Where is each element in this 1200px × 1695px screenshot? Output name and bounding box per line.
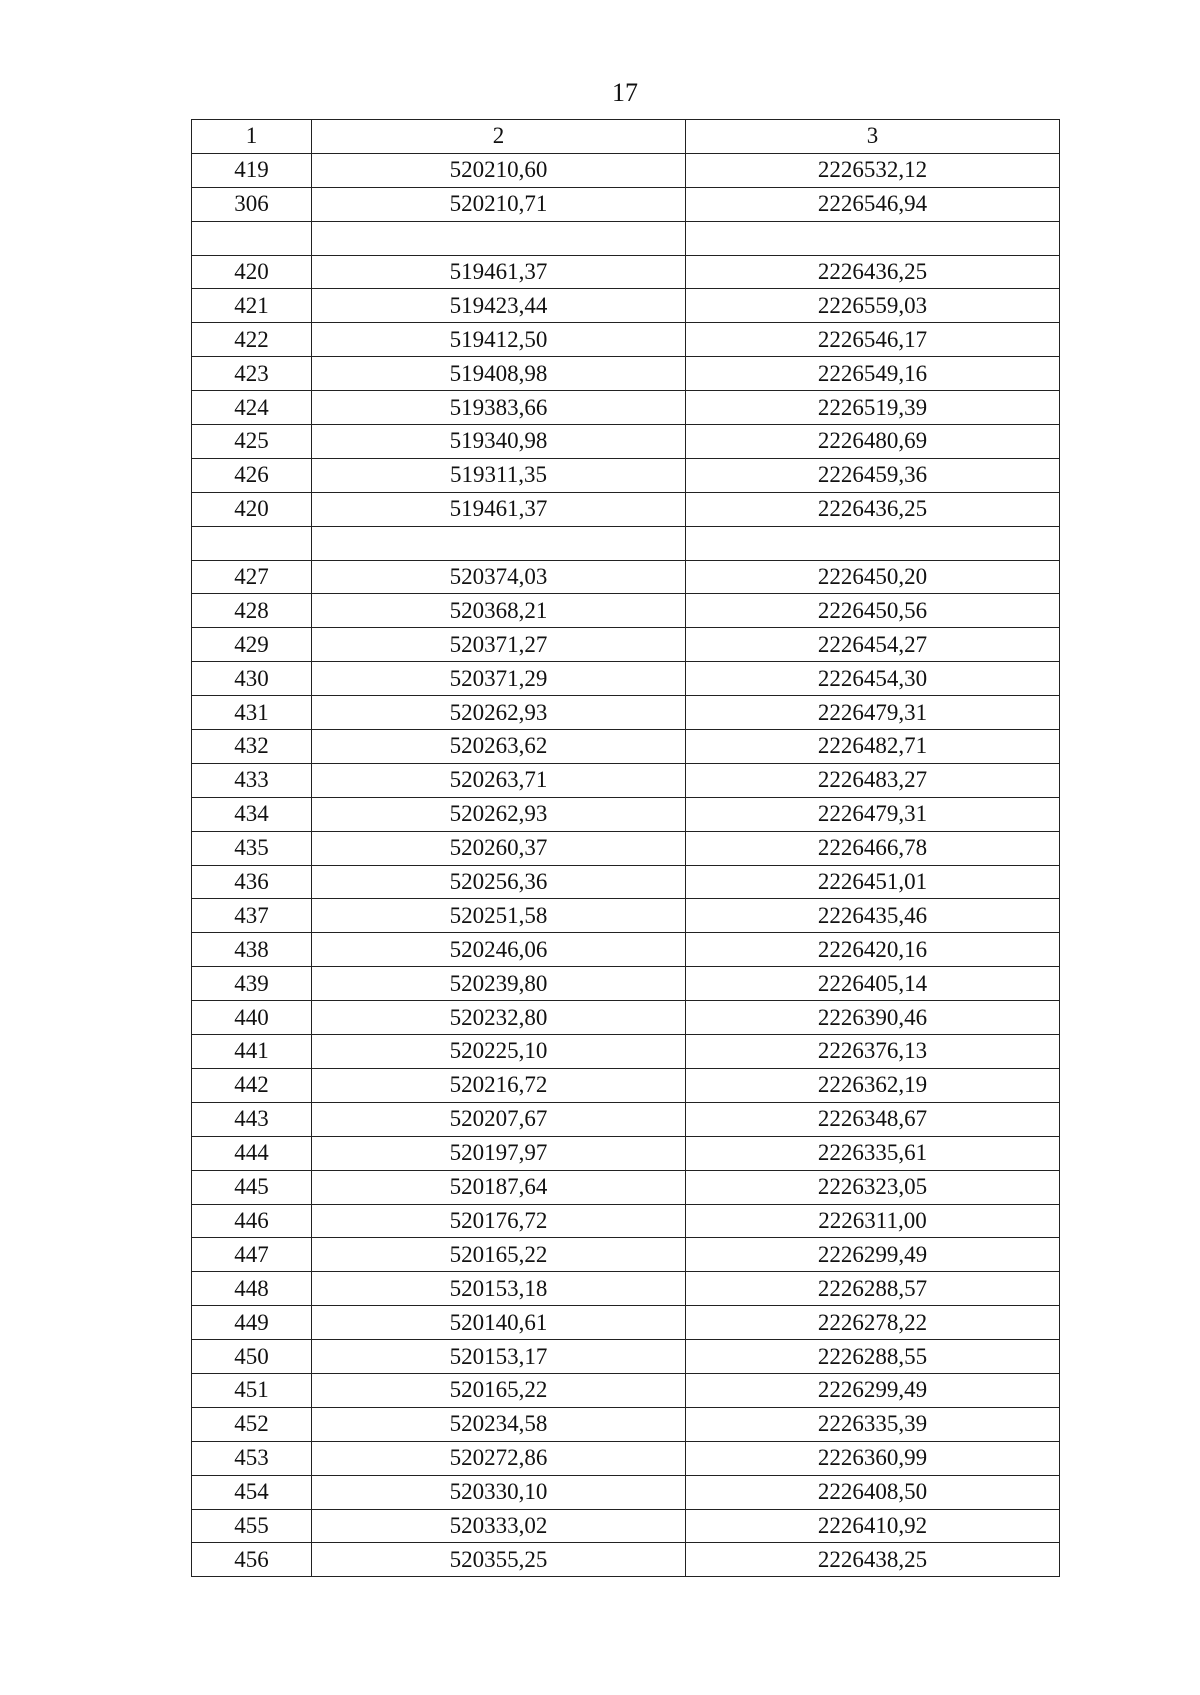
point-number-cell: 456 xyxy=(192,1543,312,1577)
coordinate-x-cell: 520262,93 xyxy=(312,797,686,831)
point-number-cell: 423 xyxy=(192,357,312,391)
coordinate-y-cell: 2226288,55 xyxy=(686,1340,1060,1374)
coordinate-x-cell: 520251,58 xyxy=(312,899,686,933)
table-row xyxy=(192,662,1060,696)
coordinate-x-cell: 520263,71 xyxy=(312,763,686,797)
point-number-cell: 442 xyxy=(192,1068,312,1102)
coordinate-x-cell xyxy=(312,221,686,255)
point-number-cell: 436 xyxy=(192,865,312,899)
page-number: 17 xyxy=(612,78,638,107)
point-number-cell: 455 xyxy=(192,1509,312,1543)
table-row xyxy=(192,289,1060,323)
point-number-cell: 431 xyxy=(192,696,312,730)
coordinate-y-cell: 2226348,67 xyxy=(686,1102,1060,1136)
coordinate-y-cell: 2226479,31 xyxy=(686,797,1060,831)
table-row xyxy=(192,1272,1060,1306)
table-header-row xyxy=(192,120,1060,154)
coordinate-x-cell: 520371,29 xyxy=(312,662,686,696)
table-row xyxy=(192,153,1060,187)
coordinate-x-cell: 520239,80 xyxy=(312,967,686,1001)
point-number-cell: 445 xyxy=(192,1170,312,1204)
table-row xyxy=(192,831,1060,865)
table-row xyxy=(192,1441,1060,1475)
table-row xyxy=(192,1238,1060,1272)
coordinate-y-cell: 2226546,94 xyxy=(686,187,1060,221)
coordinate-x-cell: 520355,25 xyxy=(312,1543,686,1577)
table-row xyxy=(192,797,1060,831)
point-number-cell: 452 xyxy=(192,1407,312,1441)
coordinate-y-cell: 2226559,03 xyxy=(686,289,1060,323)
coordinate-x-cell: 520374,03 xyxy=(312,560,686,594)
table-row xyxy=(192,967,1060,1001)
coordinate-x-cell: 519461,37 xyxy=(312,255,686,289)
coordinate-y-cell: 2226323,05 xyxy=(686,1170,1060,1204)
coordinates-table xyxy=(191,119,1060,1577)
coordinate-x-cell: 520153,17 xyxy=(312,1340,686,1374)
coordinate-x-cell: 519408,98 xyxy=(312,357,686,391)
table-row xyxy=(192,933,1060,967)
point-number-cell: 427 xyxy=(192,560,312,594)
coordinate-x-cell: 520272,86 xyxy=(312,1441,686,1475)
coordinate-x-cell: 520153,18 xyxy=(312,1272,686,1306)
point-number-cell: 421 xyxy=(192,289,312,323)
table-row xyxy=(192,187,1060,221)
coordinate-y-cell xyxy=(686,221,1060,255)
coordinate-x-cell: 520234,58 xyxy=(312,1407,686,1441)
table-row xyxy=(192,357,1060,391)
coordinate-x-cell: 520140,61 xyxy=(312,1306,686,1340)
table-row xyxy=(192,730,1060,764)
point-number-cell: 428 xyxy=(192,594,312,628)
point-number-cell: 438 xyxy=(192,933,312,967)
coordinate-y-cell: 2226519,39 xyxy=(686,391,1060,425)
table-row xyxy=(192,492,1060,526)
point-number-cell: 448 xyxy=(192,1272,312,1306)
coordinate-y-cell: 2226454,30 xyxy=(686,662,1060,696)
table-row xyxy=(192,1001,1060,1035)
table-row xyxy=(192,1543,1060,1577)
point-number-cell: 439 xyxy=(192,967,312,1001)
table-row xyxy=(192,1102,1060,1136)
coordinate-x-cell: 520176,72 xyxy=(312,1204,686,1238)
coordinate-x-cell: 520187,64 xyxy=(312,1170,686,1204)
coordinate-x-cell: 520371,27 xyxy=(312,628,686,662)
table-row xyxy=(192,1170,1060,1204)
coordinate-x-cell: 520165,22 xyxy=(312,1238,686,1272)
point-number-cell: 422 xyxy=(192,323,312,357)
point-number-cell: 433 xyxy=(192,763,312,797)
coordinate-x-cell: 519311,35 xyxy=(312,458,686,492)
table-row xyxy=(192,560,1060,594)
coordinate-y-cell: 2226376,13 xyxy=(686,1035,1060,1069)
coordinate-y-cell: 2226390,46 xyxy=(686,1001,1060,1035)
coordinate-x-cell: 519412,50 xyxy=(312,323,686,357)
table-row xyxy=(192,1340,1060,1374)
point-number-cell: 443 xyxy=(192,1102,312,1136)
coordinate-x-cell: 520210,60 xyxy=(312,153,686,187)
column-header-1: 1 xyxy=(192,120,312,154)
point-number-cell: 435 xyxy=(192,831,312,865)
coordinate-y-cell: 2226549,16 xyxy=(686,357,1060,391)
point-number-cell: 453 xyxy=(192,1441,312,1475)
point-number-cell: 425 xyxy=(192,425,312,459)
point-number-cell: 449 xyxy=(192,1306,312,1340)
coordinate-y-cell: 2226278,22 xyxy=(686,1306,1060,1340)
coordinate-x-cell xyxy=(312,526,686,560)
coordinate-x-cell: 520262,93 xyxy=(312,696,686,730)
coordinate-y-cell: 2226420,16 xyxy=(686,933,1060,967)
coordinate-x-cell: 520263,62 xyxy=(312,730,686,764)
coordinate-y-cell: 2226299,49 xyxy=(686,1373,1060,1407)
point-number-cell: 454 xyxy=(192,1475,312,1509)
point-number-cell: 432 xyxy=(192,730,312,764)
coordinate-x-cell: 520256,36 xyxy=(312,865,686,899)
coordinate-y-cell: 2226436,25 xyxy=(686,255,1060,289)
coordinate-y-cell: 2226435,46 xyxy=(686,899,1060,933)
coordinate-x-cell: 520197,97 xyxy=(312,1136,686,1170)
coordinate-y-cell: 2226311,00 xyxy=(686,1204,1060,1238)
point-number-cell: 434 xyxy=(192,797,312,831)
coordinate-x-cell: 520260,37 xyxy=(312,831,686,865)
coordinate-x-cell: 520246,06 xyxy=(312,933,686,967)
table-row xyxy=(192,255,1060,289)
point-number-cell: 429 xyxy=(192,628,312,662)
coordinate-x-cell: 520165,22 xyxy=(312,1373,686,1407)
point-number-cell: 447 xyxy=(192,1238,312,1272)
coordinate-y-cell: 2226335,39 xyxy=(686,1407,1060,1441)
coordinate-y-cell: 2226459,36 xyxy=(686,458,1060,492)
table-row xyxy=(192,391,1060,425)
table-row xyxy=(192,865,1060,899)
table-row xyxy=(192,899,1060,933)
coordinate-y-cell: 2226436,25 xyxy=(686,492,1060,526)
coordinate-y-cell xyxy=(686,526,1060,560)
point-number-cell: 441 xyxy=(192,1035,312,1069)
point-number-cell: 440 xyxy=(192,1001,312,1035)
coordinate-y-cell: 2226450,20 xyxy=(686,560,1060,594)
column-header-2: 2 xyxy=(312,120,686,154)
point-number-cell: 446 xyxy=(192,1204,312,1238)
coordinate-x-cell: 520207,67 xyxy=(312,1102,686,1136)
point-number-cell: 424 xyxy=(192,391,312,425)
table-row xyxy=(192,594,1060,628)
coordinate-y-cell: 2226482,71 xyxy=(686,730,1060,764)
coordinate-y-cell: 2226438,25 xyxy=(686,1543,1060,1577)
column-header-3: 3 xyxy=(686,120,1060,154)
table-row xyxy=(192,1373,1060,1407)
coordinate-x-cell: 520330,10 xyxy=(312,1475,686,1509)
point-number-cell: 451 xyxy=(192,1373,312,1407)
coordinate-x-cell: 520368,21 xyxy=(312,594,686,628)
coordinate-x-cell: 519423,44 xyxy=(312,289,686,323)
point-number-cell: 437 xyxy=(192,899,312,933)
table-row xyxy=(192,1407,1060,1441)
coordinate-x-cell: 519383,66 xyxy=(312,391,686,425)
coordinate-y-cell: 2226405,14 xyxy=(686,967,1060,1001)
table-row xyxy=(192,1475,1060,1509)
table-row xyxy=(192,221,1060,255)
coordinate-y-cell: 2226479,31 xyxy=(686,696,1060,730)
table-row xyxy=(192,628,1060,662)
coordinate-x-cell: 520333,02 xyxy=(312,1509,686,1543)
coordinate-y-cell: 2226408,50 xyxy=(686,1475,1060,1509)
coordinate-x-cell: 519340,98 xyxy=(312,425,686,459)
coordinate-y-cell: 2226360,99 xyxy=(686,1441,1060,1475)
coordinate-y-cell: 2226480,69 xyxy=(686,425,1060,459)
point-number-cell: 430 xyxy=(192,662,312,696)
table-row xyxy=(192,526,1060,560)
coordinate-x-cell: 519461,37 xyxy=(312,492,686,526)
coordinate-y-cell: 2226288,57 xyxy=(686,1272,1060,1306)
coordinate-y-cell: 2226546,17 xyxy=(686,323,1060,357)
coordinate-y-cell: 2226299,49 xyxy=(686,1238,1060,1272)
table-row xyxy=(192,1204,1060,1238)
coordinate-y-cell: 2226532,12 xyxy=(686,153,1060,187)
point-number-cell: 306 xyxy=(192,187,312,221)
coordinate-y-cell: 2226362,19 xyxy=(686,1068,1060,1102)
table-row xyxy=(192,425,1060,459)
point-number-cell: 450 xyxy=(192,1340,312,1374)
table-row xyxy=(192,1136,1060,1170)
point-number-cell: 444 xyxy=(192,1136,312,1170)
coordinate-y-cell: 2226451,01 xyxy=(686,865,1060,899)
point-number-cell: 426 xyxy=(192,458,312,492)
coordinate-x-cell: 520216,72 xyxy=(312,1068,686,1102)
coordinate-y-cell: 2226335,61 xyxy=(686,1136,1060,1170)
point-number-cell: 419 xyxy=(192,153,312,187)
table-row xyxy=(192,696,1060,730)
table-row xyxy=(192,458,1060,492)
coordinate-x-cell: 520232,80 xyxy=(312,1001,686,1035)
coordinate-y-cell: 2226410,92 xyxy=(686,1509,1060,1543)
table-row xyxy=(192,1509,1060,1543)
coordinate-y-cell: 2226466,78 xyxy=(686,831,1060,865)
table-row xyxy=(192,323,1060,357)
table-row xyxy=(192,763,1060,797)
table-row xyxy=(192,1035,1060,1069)
coordinate-y-cell: 2226454,27 xyxy=(686,628,1060,662)
coordinate-y-cell: 2226483,27 xyxy=(686,763,1060,797)
coordinate-x-cell: 520225,10 xyxy=(312,1035,686,1069)
point-number-cell: 420 xyxy=(192,255,312,289)
coordinate-y-cell: 2226450,56 xyxy=(686,594,1060,628)
table-row xyxy=(192,1306,1060,1340)
table-body xyxy=(192,153,1060,1576)
point-number-cell xyxy=(192,526,312,560)
point-number-cell: 420 xyxy=(192,492,312,526)
table-row xyxy=(192,1068,1060,1102)
coordinate-x-cell: 520210,71 xyxy=(312,187,686,221)
point-number-cell xyxy=(192,221,312,255)
